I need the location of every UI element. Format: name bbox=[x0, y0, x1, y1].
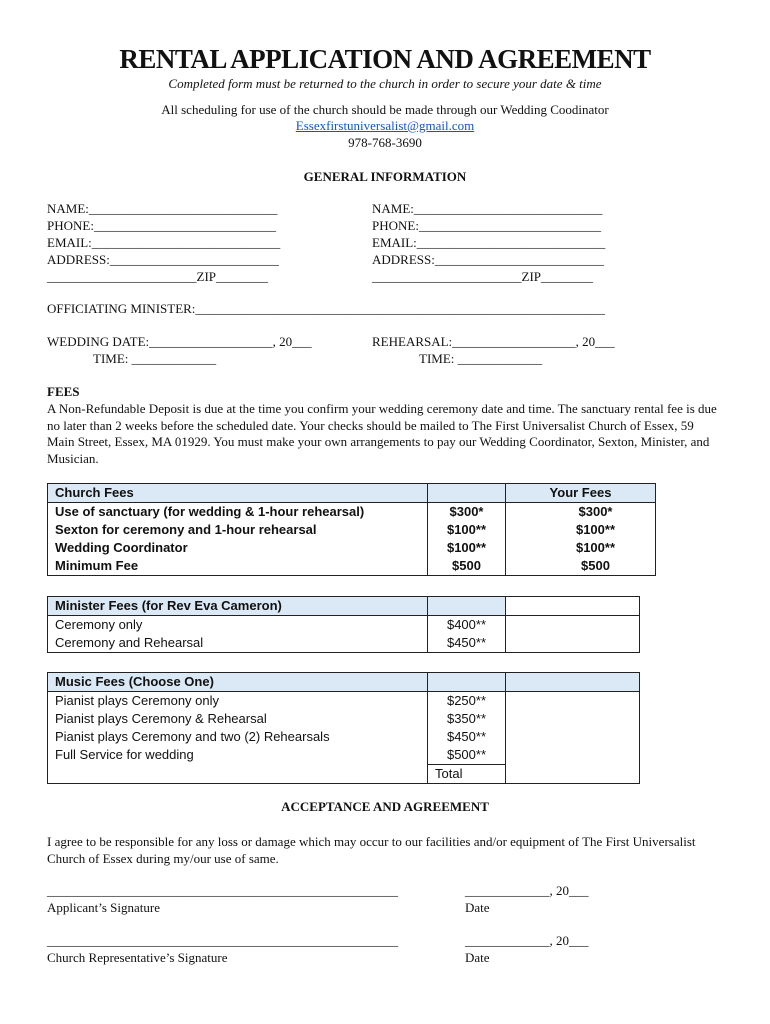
music-fees-header-blank bbox=[428, 673, 506, 692]
church-fee-label: Minimum Fee bbox=[55, 558, 139, 573]
music-fee-labels bbox=[48, 692, 428, 784]
general-information-heading: GENERAL INFORMATION bbox=[303, 169, 467, 184]
left-address-field[interactable]: ADDRESS:__________________________ bbox=[47, 252, 279, 267]
church-fees-header-blank bbox=[428, 484, 506, 503]
church-fee-amount: $500 bbox=[452, 558, 481, 573]
rehearsal-time-field[interactable]: TIME: _____________ bbox=[419, 351, 543, 366]
your-fee-amount: $300* bbox=[578, 504, 613, 519]
music-your-fee-input[interactable] bbox=[506, 692, 640, 784]
music-fee-label: Pianist plays Ceremony only bbox=[55, 693, 220, 708]
minister-your-fee-input[interactable] bbox=[506, 616, 640, 653]
applicant-signature-label: Applicant’s Signature bbox=[47, 900, 161, 915]
music-fee-amount: $350** bbox=[446, 711, 487, 726]
right-phone-field[interactable]: PHONE:____________________________ bbox=[372, 218, 601, 233]
representative-date-line[interactable]: _____________, 20___ bbox=[465, 933, 589, 948]
right-name-field[interactable]: NAME:_____________________________ bbox=[372, 201, 603, 216]
music-fee-amount: $450** bbox=[446, 729, 487, 744]
minister-your-fee-cell[interactable] bbox=[506, 597, 640, 616]
music-fee-amount: $500** bbox=[446, 747, 487, 762]
representative-date-label: Date bbox=[465, 950, 490, 965]
minister-fees-table bbox=[47, 596, 640, 653]
minister-fees-header-blank bbox=[428, 597, 506, 616]
minister-fees-header: Minister Fees (for Rev Eva Cameron) bbox=[48, 597, 428, 616]
church-fee-label: Use of sanctuary (for wedding & 1-hour rehearsal) bbox=[55, 504, 365, 519]
left-name-field[interactable]: NAME:_____________________________ bbox=[47, 201, 278, 216]
page-title: RENTAL APPLICATION AND AGREEMENT bbox=[119, 44, 651, 74]
right-address-field[interactable]: ADDRESS:__________________________ bbox=[372, 252, 604, 267]
music-fee-amount: $250** bbox=[446, 693, 487, 708]
table-row bbox=[48, 692, 640, 784]
left-zip-field[interactable]: _______________________ZIP________ bbox=[47, 269, 268, 284]
church-fee-amount: $100** bbox=[446, 540, 487, 555]
music-fee-label: Full Service for wedding bbox=[55, 747, 194, 762]
your-fee-amounts bbox=[506, 503, 656, 576]
music-fee-label: Pianist plays Ceremony & Rehearsal bbox=[55, 711, 267, 726]
total-label: Total bbox=[428, 764, 505, 783]
table-row bbox=[48, 503, 656, 576]
music-fee-amounts bbox=[428, 692, 506, 784]
church-fees-header: Church Fees bbox=[48, 484, 428, 503]
church-fee-amount: $100** bbox=[446, 522, 487, 537]
officiating-minister-field[interactable]: OFFICIATING MINISTER:_______________________________________________________________ bbox=[47, 301, 605, 316]
scheduling-note: All scheduling for use of the church should be made through our Wedding Coodinator bbox=[161, 102, 609, 117]
church-fee-amount: $300* bbox=[449, 504, 484, 519]
your-fee-amount: $100** bbox=[575, 522, 616, 537]
acceptance-heading: ACCEPTANCE AND AGREEMENT bbox=[281, 799, 489, 814]
fees-heading: FEES bbox=[47, 384, 80, 399]
right-zip-field[interactable]: _______________________ZIP________ bbox=[372, 269, 593, 284]
representative-signature-label: Church Representative’s Signature bbox=[47, 950, 228, 965]
left-phone-field[interactable]: PHONE:____________________________ bbox=[47, 218, 276, 233]
table-row bbox=[48, 616, 640, 653]
your-fee-amount: $500 bbox=[581, 558, 610, 573]
minister-fee-amount: $450** bbox=[446, 635, 487, 650]
minister-fee-amounts bbox=[428, 616, 506, 653]
minister-fee-labels bbox=[48, 616, 428, 653]
representative-signature-line[interactable]: ______________________________________________________ bbox=[47, 933, 398, 948]
music-fees-header-blank-2 bbox=[506, 673, 640, 692]
subtitle: Completed form must be returned to the church in order to secure your date & time bbox=[168, 76, 602, 91]
acceptance-paragraph: I agree to be responsible for any loss or damage which may occur to our facilities and/or equipment of The First Universalist Church of Essex during my/our use of same. bbox=[47, 834, 696, 866]
church-fees-table bbox=[47, 483, 656, 576]
your-fee-amount: $100** bbox=[575, 540, 616, 555]
fees-paragraph: A Non-Refundable Deposit is due at the time you confirm your wedding ceremony date and time. The sanctuary rental fee is due no later than 2 weeks before the scheduled date. Your checks should be mailed to The First Universalist Church of Essex, 59 Main Street, Essex, MA 01929. You must make your own arrangements to pay our Wedding Coordinator, Sexton, Minister, and Musician. bbox=[47, 401, 717, 466]
coordinator-phone: 978-768-3690 bbox=[348, 135, 422, 150]
minister-fee-label: Ceremony and Rehearsal bbox=[55, 635, 204, 650]
left-email-field[interactable]: EMAIL:_____________________________ bbox=[47, 235, 281, 250]
your-fees-header: Your Fees bbox=[506, 484, 656, 503]
music-fee-label: Pianist plays Ceremony and two (2) Rehearsals bbox=[55, 729, 330, 744]
applicant-date-label: Date bbox=[465, 900, 490, 915]
applicant-date-line[interactable]: _____________, 20___ bbox=[465, 883, 589, 898]
church-fee-amounts bbox=[428, 503, 506, 576]
wedding-time-field[interactable]: TIME: _____________ bbox=[93, 351, 217, 366]
church-fee-labels bbox=[48, 503, 428, 576]
right-email-field[interactable]: EMAIL:_____________________________ bbox=[372, 235, 606, 250]
church-fee-label: Sexton for ceremony and 1-hour rehearsal bbox=[55, 522, 317, 537]
wedding-date-field[interactable]: WEDDING DATE:___________________, 20___ bbox=[47, 334, 312, 349]
minister-fee-label: Ceremony only bbox=[55, 617, 143, 632]
music-fees-table bbox=[47, 672, 640, 784]
minister-fee-amount: $400** bbox=[446, 617, 487, 632]
applicant-signature-line[interactable]: ______________________________________________________ bbox=[47, 883, 398, 898]
rehearsal-date-field[interactable]: REHEARSAL:___________________, 20___ bbox=[372, 334, 615, 349]
music-fees-header: Music Fees (Choose One) bbox=[48, 673, 428, 692]
church-fee-label: Wedding Coordinator bbox=[55, 540, 188, 555]
coordinator-email-link[interactable]: Essexfirstuniversalist@gmail.com bbox=[295, 118, 475, 133]
